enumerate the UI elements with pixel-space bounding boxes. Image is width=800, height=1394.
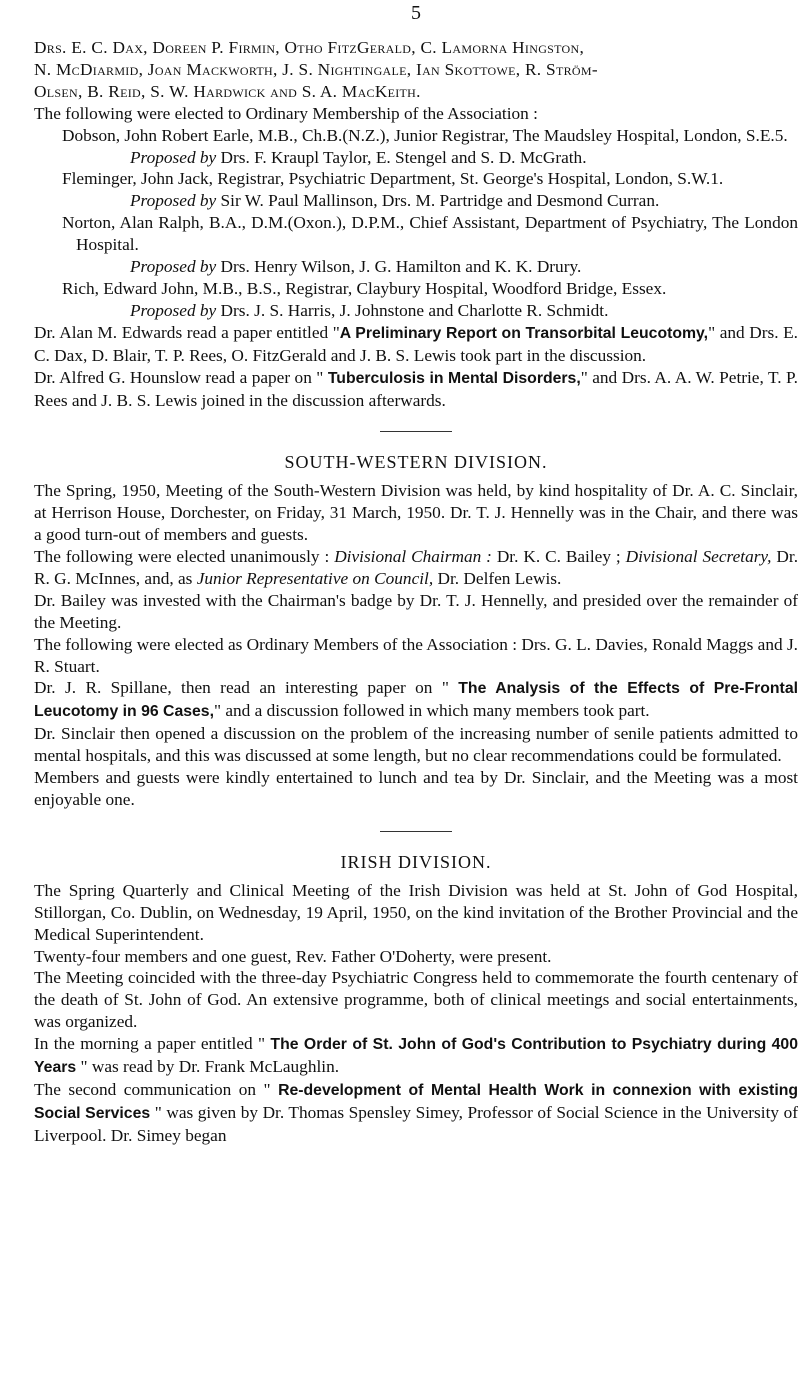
document-page — [34, 0, 798, 1147]
sw-para-6: Dr. Sinclair then opened a discussion on the problem of the increasing number of senile patients admitted to mental hospitals, and this was discussed at some length, but no clear recommendations could be formulated. — [34, 724, 798, 766]
elected-intro: The following were elected to Ordinary Membership of the Association : — [34, 103, 538, 123]
irish-para-4: In the morning a paper entitled " The Order of St. John of God's Contribution to Psychiatry during 400 Years " was read by Dr. Frank McLaughlin. — [34, 1034, 798, 1077]
member-dobson: Dobson, John Robert Earle, M.B., Ch.B.(N.Z.), Junior Registrar, The Maudsley Hospital, London, S.E.5. — [62, 125, 788, 145]
names-line-1: Drs. E. C. Dax, Doreen P. Firmin, Otho FitzGerald, C. Lamorna Hingston, — [34, 38, 585, 57]
names-line-2: N. McDiarmid, Joan Mackworth, J. S. Nightingale, Ian Skottowe, R. Ström- — [34, 59, 598, 79]
proposer-rich: Proposed by Drs. J. S. Harris, J. Johnstone and Charlotte R. Schmidt. — [130, 300, 609, 320]
member-rich: Rich, Edward John, M.B., B.S., Registrar, Claybury Hospital, Woodford Bridge, Essex. — [62, 278, 667, 298]
hounslow-paper: Dr. Alfred G. Hounslow read a paper on " Tuberculosis in Mental Disorders," and Drs. A. A. W. Petrie, T. P. Rees and J. B. S. Lewis joined in the discussion afterwards. — [34, 367, 799, 410]
member-norton: Norton, Alan Ralph, B.A., D.M.(Oxon.), D.P.M., Chief Assistant, Department of Psychiatry, The London Hospital. — [62, 213, 798, 255]
proposer-dobson: Proposed by Drs. F. Kraupl Taylor, E. Stengel and S. D. McGrath. — [130, 147, 587, 167]
sw-para-4: The following were elected as Ordinary Members of the Association : Drs. G. L. Davies, Ronald Maggs and J. R. Stuart. — [34, 634, 798, 676]
names-line-3: Olsen, B. Reid, S. W. Hardwick and S. A. MacKeith. — [34, 81, 421, 101]
sw-heading: SOUTH-WESTERN DIVISION. — [284, 452, 548, 473]
irish-para-2: Twenty-four members and one guest, Rev. Father O'Doherty, were present. — [34, 946, 552, 966]
sw-para-1: The Spring, 1950, Meeting of the South-Western Division was held, by kind hospitality of Dr. A. C. Sinclair, at Herrison House, Dorchester, on Friday, 31 March, 1950. Dr. T. J. Hennelly was in the Chair, and there was a good turn-out of members and guests. — [34, 481, 798, 545]
irish-para-1: The Spring Quarterly and Clinical Meeting of the Irish Division was held at St. John of God Hospital, Stillorgan, Co. Dublin, on Wednesday, 19 April, 1950, on the kind invitation of the Brother Provincial and the Medical Superintendent. — [34, 880, 798, 944]
sw-para-2: The following were elected unanimously : Divisional Chairman : Dr. K. C. Bailey ; Divisional Secretary, Dr. R. G. McInnes, and, as Junior Representative on Council, Dr. Delfen Lewis. — [34, 547, 799, 588]
sw-para-3: Dr. Bailey was invested with the Chairman's badge by Dr. T. J. Hennelly, and presided over the remainder of the Meeting. — [34, 590, 798, 632]
sw-para-5: Dr. J. R. Spillane, then read an interesting paper on " The Analysis of the Effects of Pre-Frontal Leucotomy in 96 Cases," and a discussion followed in which many members took part. — [34, 678, 798, 721]
member-fleminger: Fleminger, John Jack, Registrar, Psychiatric Department, St. George's Hospital, London, S.W.1. — [62, 169, 724, 189]
page-number: 5 — [411, 2, 421, 24]
proposer-fleminger: Proposed by Sir W. Paul Mallinson, Drs. M. Partridge and Desmond Curran. — [130, 191, 660, 211]
edwards-paper: Dr. Alan M. Edwards read a paper entitled "A Preliminary Report on Transorbital Leucotomy," and Drs. E. C. Dax, D. Blair, T. P. Rees, O. FitzGerald and J. B. S. Lewis took part in the discussion. — [34, 322, 798, 365]
irish-heading: IRISH DIVISION. — [340, 851, 492, 872]
irish-para-3: The Meeting coincided with the three-day Psychiatric Congress held to commemorate the fourth centenary of the death of St. John of God. An extensive programme, both of clinical meetings and social entertainments, was organized. — [34, 968, 798, 1032]
sw-para-7: Members and guests were kindly entertained to lunch and tea by Dr. Sinclair, and the Meeting was a most enjoyable one. — [34, 768, 798, 809]
proposer-norton: Proposed by Drs. Henry Wilson, J. G. Hamilton and K. K. Drury. — [130, 257, 582, 277]
irish-para-5: The second communication on " Re-development of Mental Health Work in connexion with existing Social Services " was given by Dr. Thomas Spensley Simey, Professor of Social Science in the University of Liverpool. Dr. Simey began — [34, 1079, 799, 1145]
